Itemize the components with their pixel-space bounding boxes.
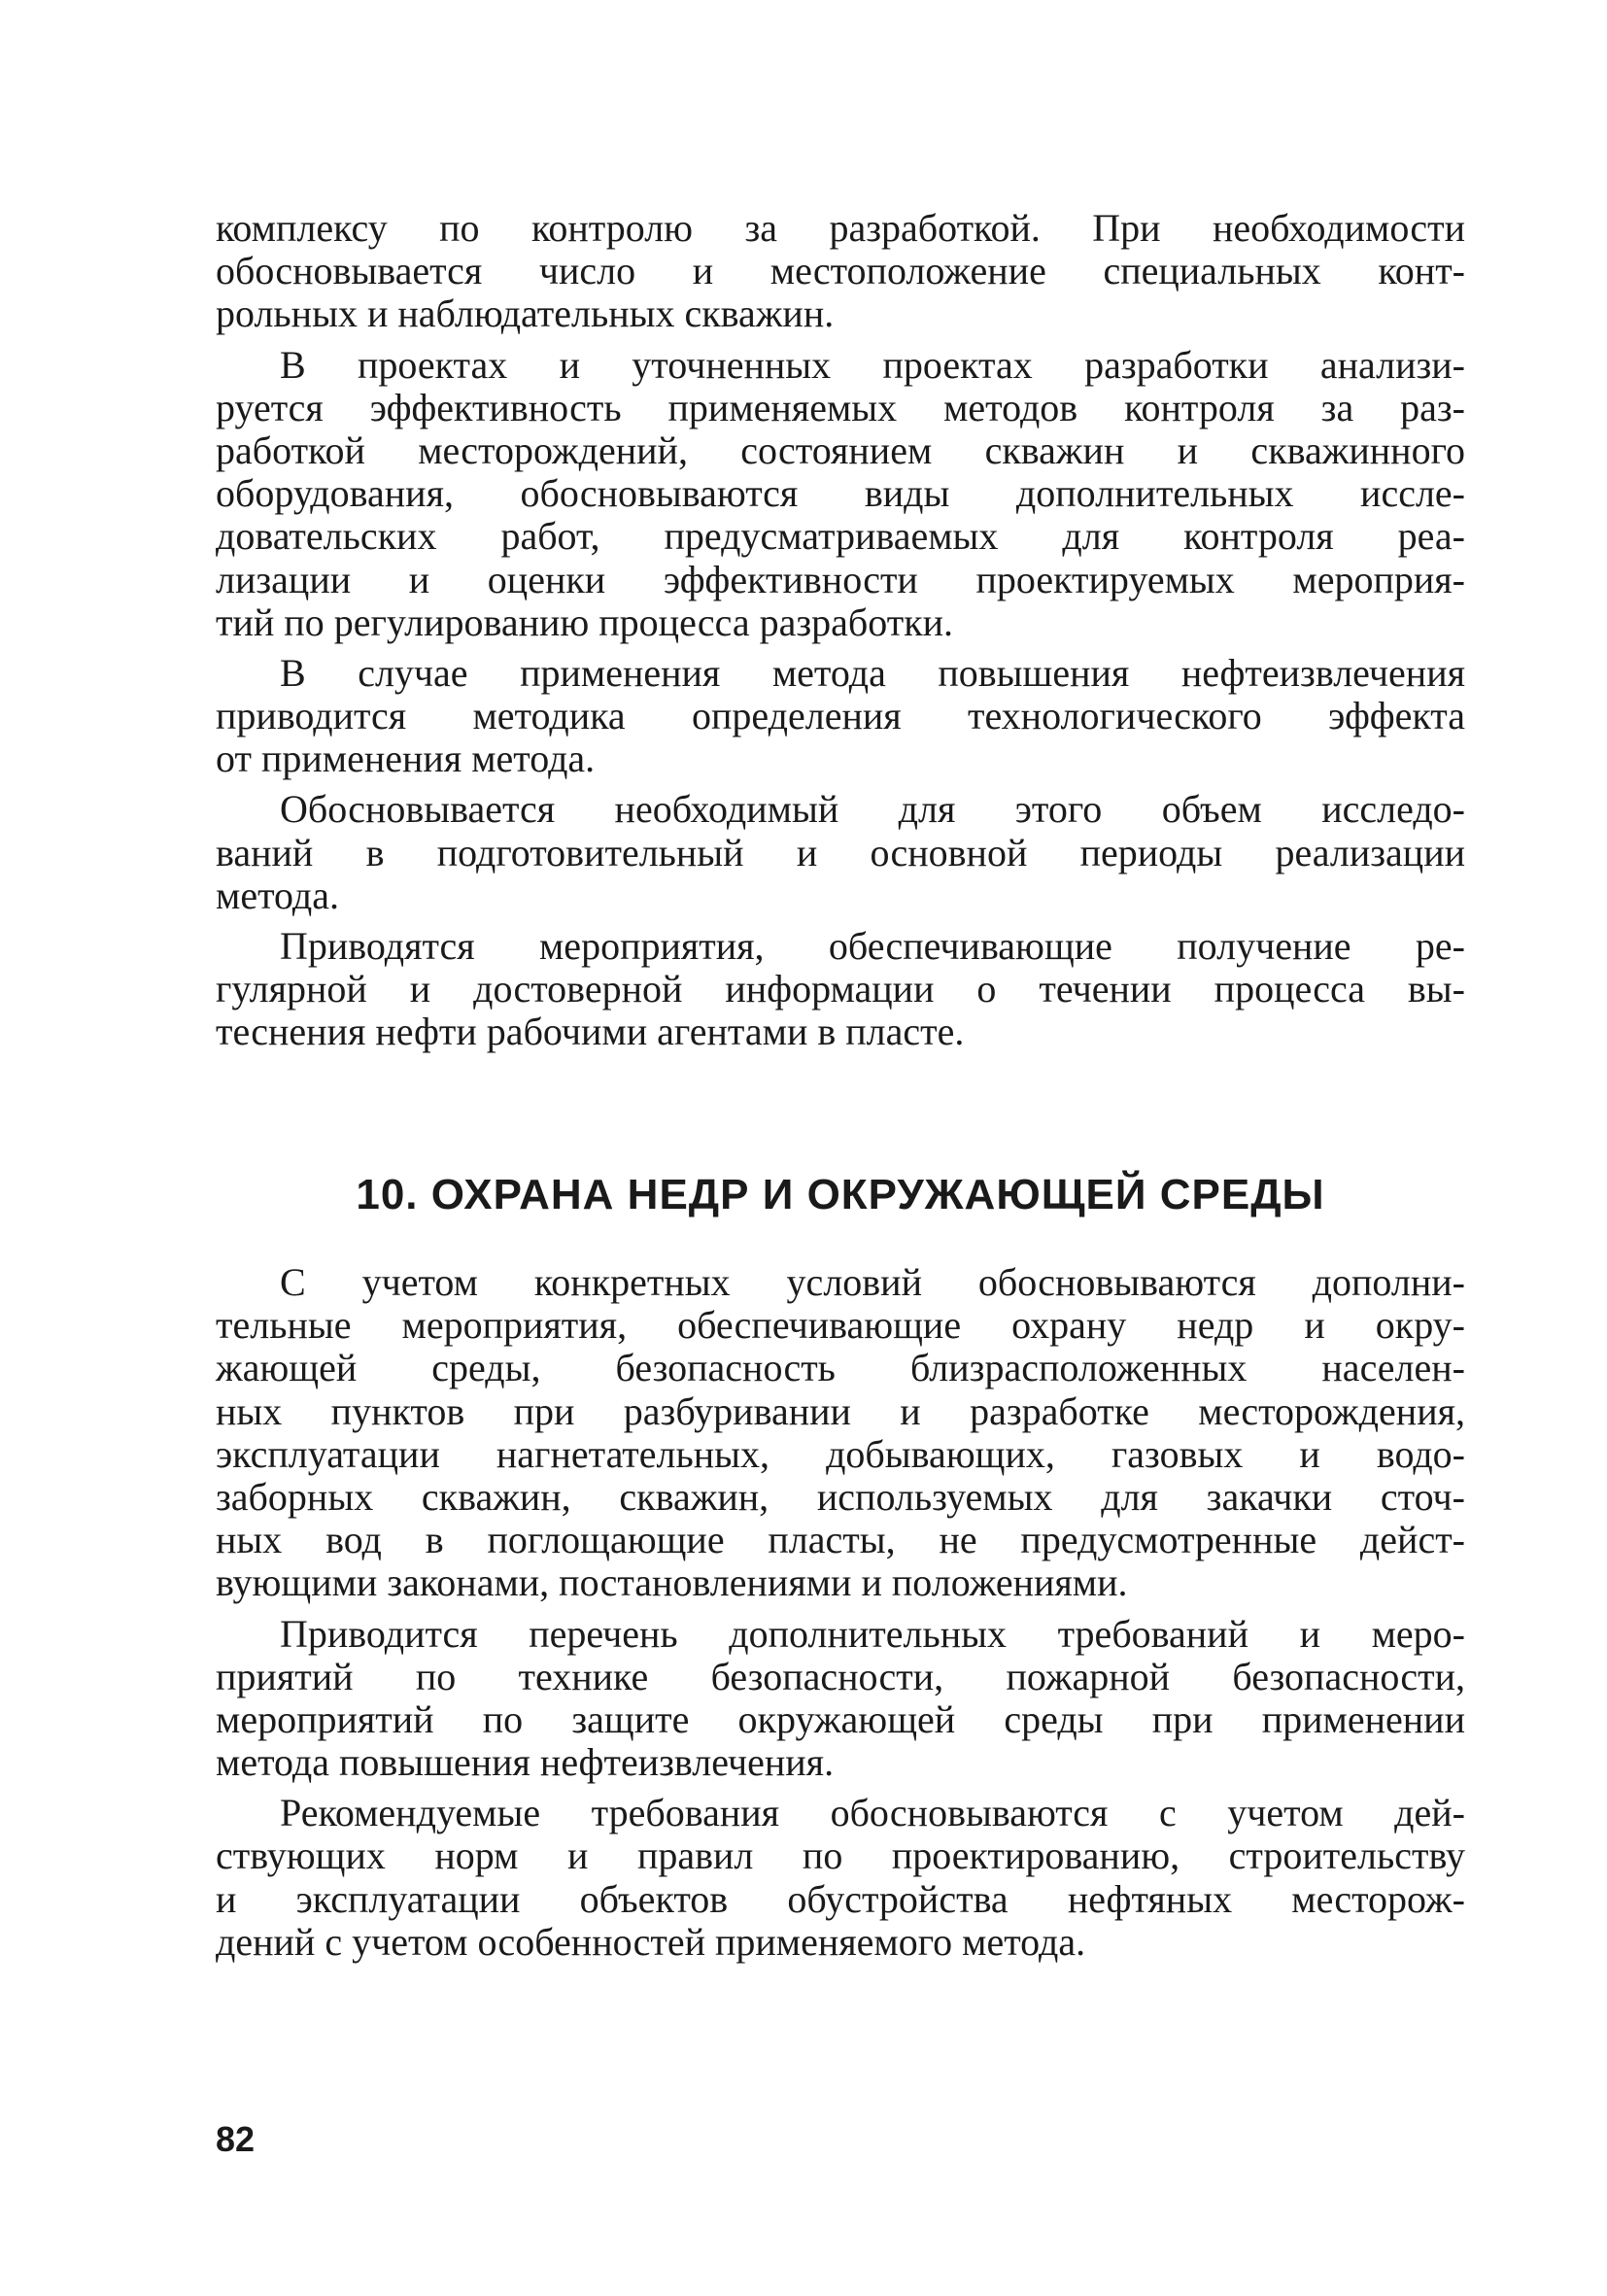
text-line: метода. [216, 873, 339, 917]
paragraph [216, 1613, 1465, 1785]
text-line: эксплуатации нагнетательных, добывающих, газовых и водо- [216, 1431, 1465, 1476]
text-line: обосновывается число и местоположение специальных конт- [216, 249, 1465, 293]
text-line: и эксплуатации объектов обустройства нефтяных месторож- [216, 1876, 1465, 1921]
text-line: Приводятся мероприятия, обеспечивающие получение ре- [280, 924, 1465, 968]
text-line: С учетом конкретных условий обосновываются дополни- [280, 1260, 1465, 1304]
paragraph [216, 1792, 1465, 1964]
text-line: Рекомендуемые требования обосновываются с учетом дей- [280, 1791, 1465, 1835]
text-line: довательских работ, предусматриваемых для контроля реа- [216, 514, 1465, 559]
paragraph [216, 788, 1465, 917]
text-line: ных вод в поглощающие пласты, не предусмотренные дейст- [216, 1518, 1465, 1562]
text-line: заборных скважин, скважин, используемых для закачки сточ- [216, 1474, 1465, 1519]
text-line: гулярной и достоверной информации о течении процесса вы- [216, 967, 1465, 1011]
text-line: комплексу по контролю за разработкой. При необходимости [216, 206, 1465, 250]
paragraph [216, 207, 1465, 336]
text-line: от применения метода. [216, 737, 596, 781]
text-line: приятий по технике безопасности, пожарной безопасности, [216, 1654, 1465, 1698]
text-line: руется эффективность применяемых методов контроля за раз- [216, 385, 1465, 429]
text-line: рольных и наблюдательных скважин. [216, 291, 835, 336]
text-line: жающей среды, безопасность близрасположенных населен- [216, 1346, 1465, 1390]
text-line: дений с учетом особенностей применяемого метода. [216, 1919, 1086, 1964]
text-line: лизации и оценки эффективности проектируемых мероприя- [216, 557, 1465, 601]
text-line: оборудования, обосновываются виды дополнительных иссле- [216, 471, 1465, 516]
text-line: работкой месторождений, состоянием скважин и скважинного [216, 428, 1465, 472]
page-number: 82 [216, 2119, 256, 2159]
text-line: Приводится перечень дополнительных требований и меро- [280, 1611, 1465, 1656]
body-text-bottom [216, 1261, 1465, 1964]
paragraph [216, 652, 1465, 781]
paragraph [216, 1261, 1465, 1605]
body-text-top [216, 207, 1465, 1054]
text-line: тельные мероприятия, обеспечивающие охрану недр и окру- [216, 1303, 1465, 1348]
text-line: Обосновывается необходимый для этого объем исследо- [280, 787, 1465, 832]
text-line: метода повышения нефтеизвлечения. [216, 1740, 835, 1785]
paragraph [216, 344, 1465, 644]
text-line: В случае применения метода повышения нефтеизвлечения [280, 650, 1465, 695]
text-line: ствующих норм и правил по проектированию, строительству [216, 1833, 1465, 1878]
text-line: вующими законами, постановлениями и положениями. [216, 1560, 1128, 1605]
text-line: приводится методика определения технологического эффекта [216, 694, 1465, 738]
text-line: теснения нефти рабочими агентами в пласте. [216, 1010, 965, 1054]
text-line: ных пунктов при разбуривании и разработке месторождения, [216, 1388, 1465, 1433]
text-line: мероприятий по защите окружающей среды при применении [216, 1696, 1465, 1741]
paragraph [216, 925, 1465, 1054]
text-line: ваний в подготовительный и основной периоды реализации [216, 830, 1465, 874]
section-heading: 10. ОХРАНА НЕДР И ОКРУЖАЮЩЕЙ СРЕДЫ [356, 1171, 1325, 1218]
text-line: тий по регулированию процесса разработки. [216, 600, 954, 644]
text-line: В проектах и уточненных проектах разработки анализи- [280, 342, 1465, 387]
